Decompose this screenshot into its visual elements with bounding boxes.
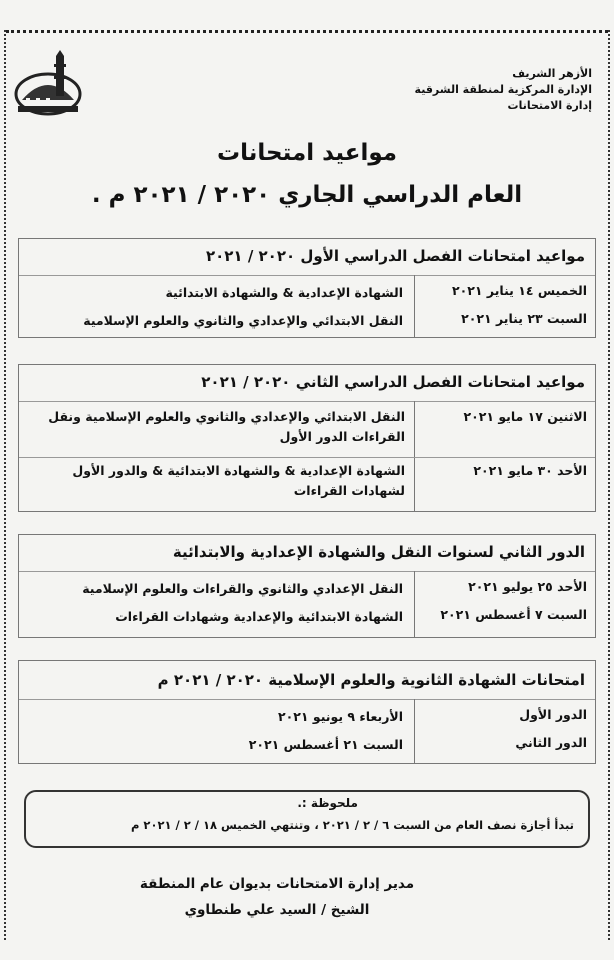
exam-date: الأحد ٢٥ يوليو ٢٠٢١ (468, 579, 587, 594)
table-row (19, 461, 595, 509)
exam-subjects: النقل الابتدائي والإعدادي والثانوي والعلوم الإسلامية ونقل القراءات الدور الأول (48, 409, 405, 444)
term2-schedule-box (18, 364, 596, 512)
note-box (24, 790, 590, 848)
term1-heading: مواعيد امتحانات الفصل الدراسي الأول ٢٠٢٠ / ٢٠٢١ (205, 247, 585, 265)
table-row (19, 579, 595, 603)
exam-date: الأربعاء ٩ يونيو ٢٠٢١ (277, 709, 403, 724)
divider (19, 571, 595, 572)
page-title: مواعيد امتحانات (216, 140, 398, 166)
exam-date: الاثنين ١٧ مايو ٢٠٢١ (463, 409, 587, 424)
org-line-1: الأزهر الشريف (512, 67, 592, 80)
org-line-2: الإدارة المركزية لمنطقة الشرقية (414, 83, 592, 96)
table-row (19, 607, 595, 631)
right-dotted-border (608, 30, 610, 940)
exam-date: السبت ٢٣ يناير ٢٠٢١ (461, 311, 587, 326)
second-round-heading: الدور الثاني لسنوات النقل والشهادة الإعدادية والابتدائية (172, 543, 585, 561)
exam-date: السبت ٢١ أغسطس ٢٠٢١ (248, 737, 403, 752)
second-round-schedule-box (18, 534, 596, 638)
exam-subjects: الشهادة الابتدائية والإعدادية وشهادات القراءات (115, 609, 403, 624)
left-dotted-border (4, 30, 6, 940)
organization-header (415, 66, 592, 114)
secondary-exams-box (18, 660, 596, 764)
divider (19, 699, 595, 700)
table-row (19, 283, 595, 307)
note-text: تبدأ أجازة نصف العام من السبت ٦ / ٢ / ٢٠٢١ ، وتنتهي الخميس ١٨ / ٢ / ٢٠٢١ م (130, 818, 574, 832)
table-row (19, 735, 595, 759)
exam-date: السبت ٧ أغسطس ٢٠٢١ (440, 607, 587, 622)
exam-subjects: الشهادة الإعدادية & والشهادة الابتدائية (165, 285, 403, 300)
row-divider (19, 457, 595, 458)
exam-subjects: النقل الإعدادي والثانوي والقراءات والعلوم الإسلامية (82, 581, 403, 596)
exam-date: الخميس ١٤ يناير ٢٠٢١ (452, 283, 587, 298)
table-row (19, 707, 595, 731)
top-dotted-border (6, 30, 608, 33)
divider (19, 275, 595, 276)
round-label: الدور الأول (519, 707, 587, 722)
signature-title: مدير إدارة الامتحانات بديوان عام المنطقة (139, 876, 415, 892)
secondary-heading: امتحانات الشهادة الثانوية والعلوم الإسلامية ٢٠٢٠ / ٢٠٢١ م (157, 671, 585, 689)
al-azhar-mosque-logo-icon (12, 50, 84, 116)
term1-schedule-box (18, 238, 596, 338)
exam-subjects: الشهادة الإعدادية & والشهادة الابتدائية & والدور الأول لشهادات القراءات (72, 463, 405, 498)
table-row (19, 311, 595, 335)
round-label: الدور الثاني (515, 735, 587, 750)
academic-year-title: العام الدراسي الجاري ٢٠٢٠ / ٢٠٢١ م . (91, 182, 523, 208)
note-label: ملحوظة :. (297, 796, 358, 810)
org-line-3: إدارة الامتحانات (507, 99, 592, 112)
exam-date: الأحد ٣٠ مايو ٢٠٢١ (473, 463, 587, 478)
term2-heading: مواعيد امتحانات الفصل الدراسي الثاني ٢٠٢٠ / ٢٠٢١ (201, 373, 585, 391)
divider (19, 401, 595, 402)
exam-subjects: النقل الابتدائي والإعدادي والثانوي والعلوم الإسلامية (83, 313, 403, 328)
signature-name: الشيخ / السيد علي طنطاوي (184, 902, 370, 918)
table-row (19, 407, 595, 455)
